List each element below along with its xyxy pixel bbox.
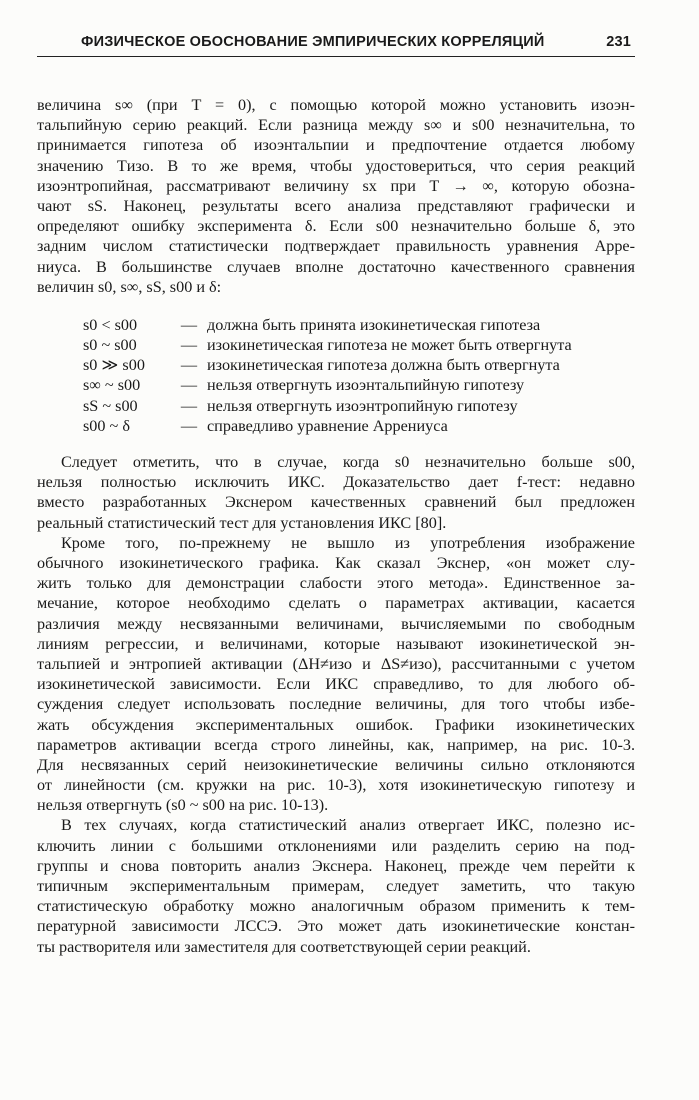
text-line: параметров активации всегда строго линейны, как, например, на рис. 10-3. <box>37 735 635 754</box>
text-line: изоэнтропийная, рассматривают величину sx при T → ∞, которую обозна- <box>37 176 635 195</box>
text-line: жать обсуждения экспериментальных ошибок. Графики изокинетических <box>37 715 635 734</box>
text-line: вместо разработанных Экснером качественных сравнений был предложен <box>37 493 635 512</box>
text-line: статистическую обработку можно аналогичным образом применить к тем- <box>37 897 635 916</box>
condition-meaning: нельзя отвергнуть изоэнтальпийную гипотезу <box>207 376 525 395</box>
paragraph-4 <box>37 815 635 956</box>
condition-meaning: справедливо уравнение Аррениуса <box>207 416 448 435</box>
text-line: линиям регрессии, и величинами, которые называют изокинетической эн- <box>37 634 635 653</box>
text-line: мечание, которое необходимо сделать о параметрах активации, касается <box>37 594 635 613</box>
condition-dash: — <box>180 356 198 375</box>
text-line: обычного изокинетического графика. Как сказал Экснер, «он может слу- <box>37 554 635 573</box>
text-line: задним числом статистически подтверждает правильность уравнения Арре- <box>37 237 635 256</box>
text-line: ниуса. В большинстве случаев вполне достаточно качественного сравнения <box>37 257 635 276</box>
paragraph-2 <box>37 452 635 533</box>
condition-expression: s∞ ~ s00 <box>83 376 141 395</box>
condition-meaning: изокинетическая гипотеза не может быть отвергнута <box>207 336 572 355</box>
text-line: ты растворителя или заместителя для соответствующей серии реакций. <box>37 937 531 956</box>
condition-row <box>83 396 572 416</box>
text-line: пературной зависимости ЛССЭ. Это может дать изокинетические констан- <box>37 917 635 936</box>
text-line: величин s0, s∞, sS, s00 и δ: <box>37 277 222 296</box>
condition-row <box>83 355 572 375</box>
text-line: тальпией и энтропией активации (ΔH≠изо и ΔS≠изо), рассчитанными с учетом <box>37 654 635 673</box>
text-line: величина s∞ (при T = 0), с помощью которой можно установить изоэн- <box>37 96 635 114</box>
conditions-table <box>83 315 572 436</box>
text-line: тальпийную серию реакций. Если разница между s∞ и s00 незначительна, то <box>37 116 635 135</box>
condition-dash: — <box>180 396 198 415</box>
text-line: группы и снова повторить анализ Экснера. Наконец, прежде чем перейти к <box>37 856 635 875</box>
text-line: суждения следует использовать последние величины, для того чтобы избе- <box>37 695 635 714</box>
running-header <box>37 30 635 57</box>
text-line: изокинетической зависимости. Если ИКС справедливо, то для любого об- <box>37 675 635 694</box>
text-line: типичным экспериментальным примерам, следует заметить, что такую <box>37 877 635 896</box>
condition-expression: s0 ~ s00 <box>83 336 137 355</box>
text-line: В тех случаях, когда статистический анализ отвергает ИКС, полезно ис- <box>61 816 635 835</box>
text-line: Кроме того, по-прежнему не вышло из употребления изображение <box>61 533 635 552</box>
text-line: нельзя полностью исключить ИКС. Доказательство дает f-тест: недавно <box>37 473 635 492</box>
text-line: значению Tизо. В то же время, чтобы удостовериться, что серия реакций <box>37 156 635 175</box>
condition-expression: sS ~ s00 <box>83 396 138 415</box>
condition-row <box>83 335 572 355</box>
condition-row <box>83 315 572 335</box>
text-line: реальный статистический тест для установления ИКС [80]. <box>37 513 447 532</box>
header-title: ФИЗИЧЕСКОЕ ОБОСНОВАНИЕ ЭМПИРИЧЕСКИХ КОРРЕЛЯЦИЙ <box>81 34 545 50</box>
body-text <box>37 95 635 957</box>
text-line: Для несвязанных серий неизокинетические величины сильно отклоняются <box>37 755 635 774</box>
text-line: различия между несвязанными величинами, вычисляемыми по свободным <box>37 614 635 633</box>
condition-meaning: нельзя отвергнуть изоэнтропийную гипотезу <box>207 396 518 415</box>
condition-meaning: изокинетическая гипотеза должна быть отвергнута <box>207 356 560 375</box>
text-line: нельзя отвергнуть (s0 ~ s00 на рис. 10-13). <box>37 796 329 815</box>
text-line: жить только для демонстрации слабости этого метода». Единственное за- <box>37 574 635 593</box>
text-line: принимается гипотеза об изоэнтальпии и предпочтение отдается любому <box>37 136 635 155</box>
spacer <box>37 297 635 315</box>
condition-row <box>83 416 572 436</box>
condition-meaning: должна быть принята изокинетическая гипотеза <box>207 315 541 334</box>
condition-dash: — <box>180 315 198 334</box>
page-number: 231 <box>606 34 631 50</box>
text-line: от линейности (см. кружки на рис. 10-3), хотя изокинетическую гипотезу и <box>37 776 635 795</box>
text-line: ключить линии с большими отклонениями или разделить серию на под- <box>37 836 635 855</box>
condition-expression: s0 < s00 <box>83 315 138 334</box>
condition-expression: s0 ≫ s00 <box>83 356 145 375</box>
paragraph-1 <box>37 95 635 297</box>
text-line: Следует отметить, что в случае, когда s0 незначительно больше s00, <box>61 453 635 472</box>
text-line: определяют ошибку эксперимента δ. Если s00 незначительно больше δ, это <box>37 217 635 236</box>
text-line: чают sS. Наконец, результаты всего анализа представляют графически и <box>37 196 635 215</box>
condition-dash: — <box>180 376 198 395</box>
condition-expression: s00 ~ δ <box>83 416 130 435</box>
spacer <box>37 436 635 452</box>
condition-dash: — <box>180 336 198 355</box>
condition-dash: — <box>180 416 198 435</box>
paragraph-3 <box>37 533 635 816</box>
condition-row <box>83 375 572 395</box>
